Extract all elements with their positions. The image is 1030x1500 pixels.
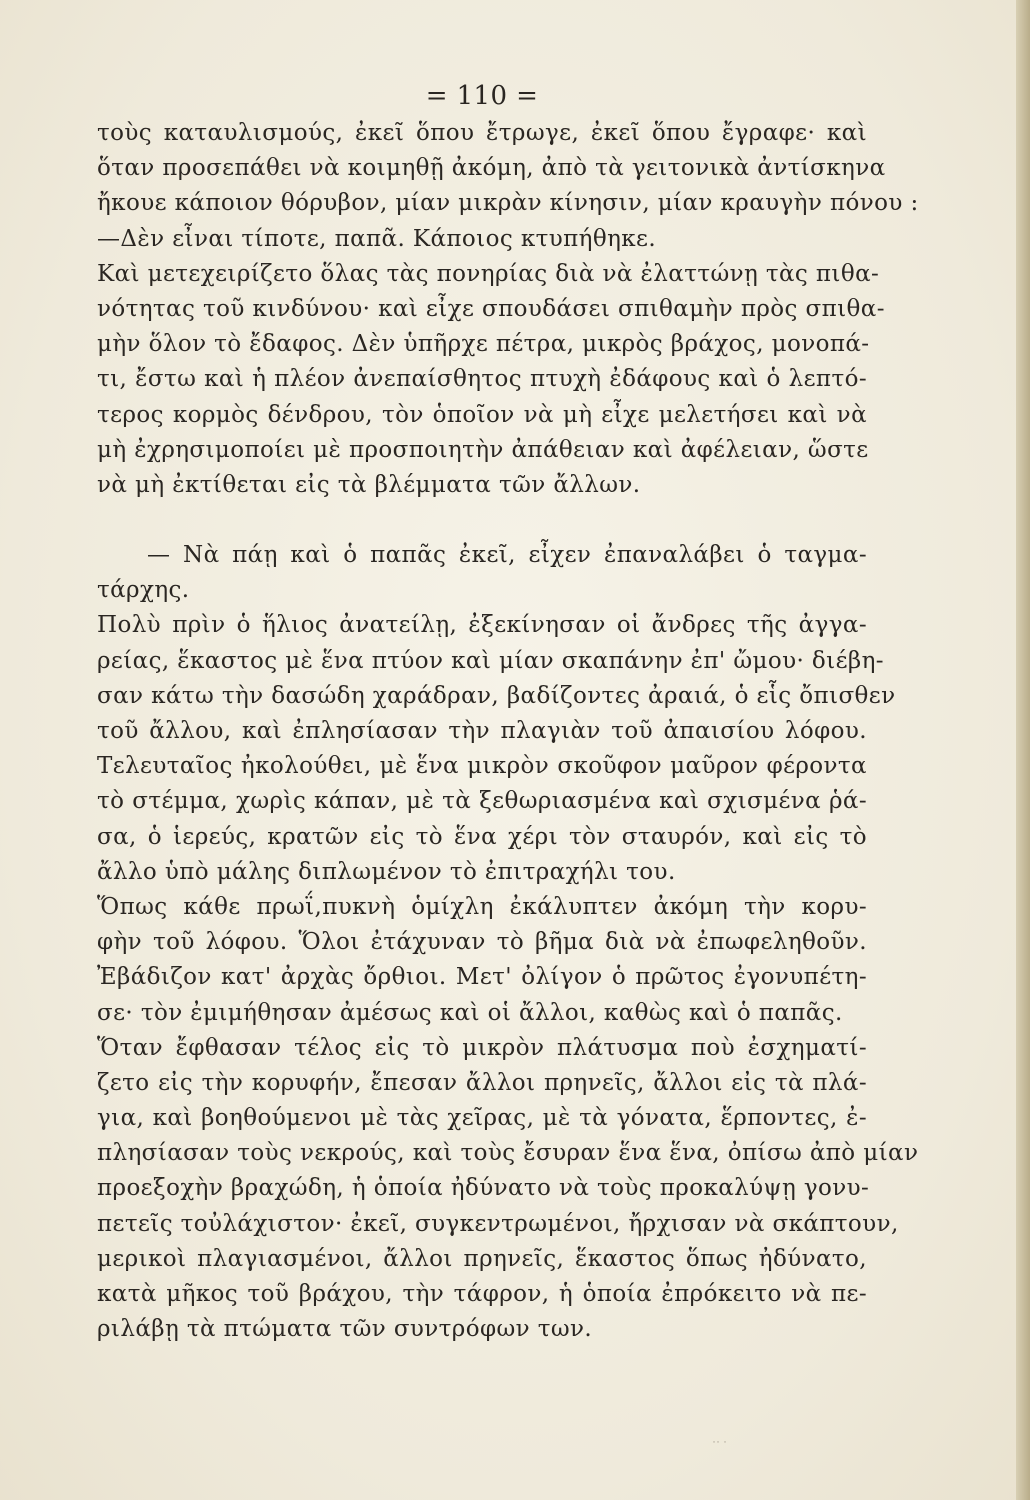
paragraph-3 — [97, 538, 867, 608]
page-text — [97, 80, 919, 1347]
text-line: ζετο εἰς τὴν κορυφήν, ἔπεσαν ἄλλοι πρηνεῖς, ἄλλοι εἰς τὰ πλά- — [97, 1069, 867, 1096]
paragraph-6 — [97, 1031, 919, 1348]
text-line: σαν κάτω τὴν δασώδη χαράδραν, βαδίζοντες ἀραιά, ὁ εἷς ὄπισθεν — [97, 682, 896, 709]
text-line: Ἐβάδιζον κατ' ἀρχὰς ὄρθιοι. Μετ' ὀλίγον ὁ πρῶτος ἐγονυπέτη- — [97, 964, 867, 991]
text-line: ριλάβῃ τὰ πτώματα τῶν συντρόφων των. — [97, 1316, 593, 1343]
paper-speck-marks: ˙˙ ˙ — [712, 1438, 727, 1452]
text-line: ἄλλο ὑπὸ μάλης διπλωμένον τὸ ἐπιτραχήλι του. — [97, 858, 676, 885]
text-line: τι, ἔστω καὶ ἡ πλέον ἀνεπαίσθητος πτυχὴ ἐδάφους καὶ ὁ λεπτό- — [97, 366, 867, 393]
text-line: ὅταν προσεπάθει νὰ κοιμηθῇ ἀκόμη, ἀπὸ τὰ γειτονικὰ ἀντίσκηνα — [97, 155, 886, 182]
text-line: μερικοὶ πλαγιασμένοι, ἄλλοι πρηνεῖς, ἕκαστος ὅπως ἠδύνατο, — [97, 1245, 867, 1272]
paragraph-gap — [97, 503, 867, 538]
text-line: τοῦ ἄλλου, καὶ ἐπλησίασαν τὴν πλαγιὰν τοῦ ἀπαισίου λόφου. — [97, 718, 867, 744]
text-line: ἤκουε κάποιον θόρυβον, μίαν μικρὰν κίνησιν, μίαν κραυγὴν πόνου : — [97, 190, 919, 217]
text-line: Πολὺ πρὶν ὁ ἥλιος ἀνατείλῃ, ἐξεκίνησαν οἱ ἄνδρες τῆς ἀγγα- — [97, 612, 867, 639]
text-line: Τελευταῖος ἠκολούθει, μὲ ἕνα μικρὸν σκοῦφον μαῦρον φέροντα — [97, 753, 867, 780]
paragraph-4 — [97, 608, 896, 890]
text-line: νότητας τοῦ κινδύνου· καὶ εἶχε σπουδάσει σπιθαμὴν πρὸς σπιθα- — [97, 295, 885, 322]
text-line: Καὶ μετεχειρίζετο ὅλας τὰς πονηρίας διὰ νὰ ἐλαττώνῃ τὰς πιθα- — [97, 260, 880, 287]
paragraph-2 — [97, 257, 885, 503]
text-line: κατὰ μῆκος τοῦ βράχου, τὴν τάφρον, ἡ ὁποία ἐπρόκειτο νὰ πε- — [97, 1281, 867, 1307]
text-line: τερος κορμὸς δένδρου, τὸν ὁποῖον νὰ μὴ εἶχε μελετήσει καὶ νὰ — [97, 401, 867, 428]
text-line: πλησίασαν τοὺς νεκρούς, καὶ τοὺς ἔσυραν ἕνα ἕνα, ὀπίσω ἀπὸ μίαν — [97, 1140, 919, 1167]
text-line: προεξοχὴν βραχώδη, ἡ ὁποία ἠδύνατο νὰ τοὺς προκαλύψῃ γονυ- — [97, 1175, 870, 1202]
paragraph-5 — [97, 890, 867, 1031]
text-line: πετεῖς τοὐλάχιστον· ἐκεῖ, συγκεντρωμένοι, ἤρχισαν νὰ σκάπτουν, — [97, 1210, 899, 1237]
text-line: τοὺς καταυλισμούς, ἐκεῖ ὅπου ἔτρωγε, ἐκεῖ ὅπου ἔγραφε· καὶ — [97, 120, 867, 146]
text-line: για, καὶ βοηθούμενοι μὲ τὰς χεῖρας, μὲ τὰ γόνατα, ἕρποντες, ἐ- — [97, 1105, 867, 1132]
text-line: μὴν ὅλον τὸ ἔδαφος. Δὲν ὑπῆρχε πέτρα, μικρὸς βράχος, μονοπά- — [97, 331, 870, 358]
text-line: φὴν τοῦ λόφου. Ὅλοι ἐτάχυναν τὸ βῆμα διὰ νὰ ἐπωφεληθοῦν. — [97, 929, 867, 956]
paragraph-1 — [97, 116, 919, 257]
text-line: τάρχης. — [97, 577, 190, 604]
text-line: τὸ στέμμα, χωρὶς κάπαν, μὲ τὰ ξεθωριασμένα καὶ σχισμένα ῥά- — [97, 788, 867, 815]
text-line: ρείας, ἕκαστος μὲ ἕνα πτύον καὶ μίαν σκαπάνην ἐπ' ὤμου· διέβη- — [97, 647, 884, 674]
page-edge — [1016, 0, 1030, 1500]
page-number: = 110 = — [425, 81, 539, 111]
text-line: Ὅταν ἔφθασαν τέλος εἰς τὸ μικρὸν πλάτυσμα ποὺ ἐσχηματί- — [97, 1034, 867, 1061]
text-line: Ὅπως κάθε πρωΐ,πυκνὴ ὁμίχλη ἐκάλυπτεν ἀκόμη τὴν κορυ- — [97, 893, 867, 920]
text-line: νὰ μὴ ἐκτίθεται εἰς τὰ βλέμματα τῶν ἄλλων. — [97, 471, 641, 498]
text-line: —Δὲν εἶναι τίποτε, παπᾶ. Κάποιος κτυπήθηκε. — [97, 225, 657, 252]
text-line: σε· τὸν ἐμιμήθησαν ἀμέσως καὶ οἱ ἄλλοι, καθὼς καὶ ὁ παπᾶς. — [97, 999, 843, 1026]
text-line: μὴ ἐχρησιμοποίει μὲ προσποιητὴν ἀπάθειαν καὶ ἀφέλειαν, ὥστε — [97, 436, 869, 463]
text-line: σα, ὁ ἱερεύς, κρατῶν εἰς τὸ ἕνα χέρι τὸν σταυρόν, καὶ εἰς τὸ — [97, 823, 867, 850]
text-line: — Νὰ πάῃ καὶ ὁ παπᾶς ἐκεῖ, εἶχεν ἐπαναλάβει ὁ ταγμα- — [147, 542, 867, 569]
